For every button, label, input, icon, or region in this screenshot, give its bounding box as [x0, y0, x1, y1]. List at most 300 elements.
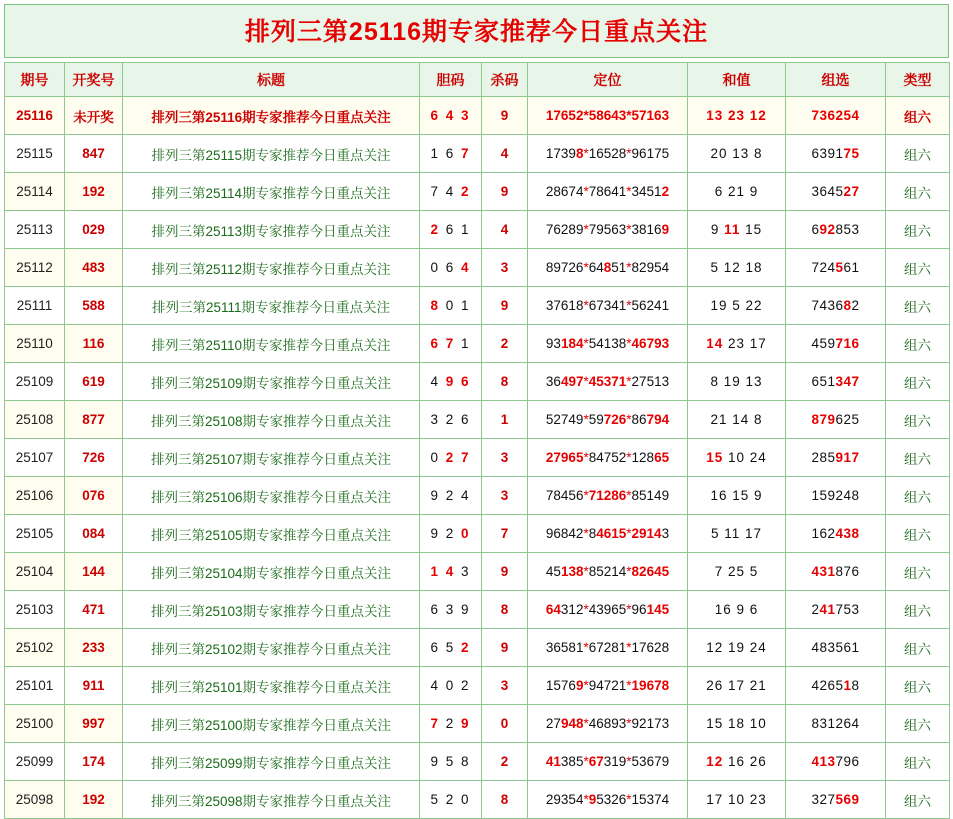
cell-dan-codes — [420, 553, 482, 591]
cell-sum-values — [688, 553, 786, 591]
cell-draw-number: 726 — [65, 439, 123, 477]
separator-star: * — [626, 374, 632, 389]
cell-sha-code: 3 — [482, 477, 528, 515]
plain-digits: 2 — [445, 526, 456, 541]
cell-type: 组六 — [886, 705, 950, 743]
plain-digits: 56241 — [631, 298, 670, 313]
cell-type: 组六 — [886, 515, 950, 553]
table-row[interactable] — [5, 781, 950, 819]
plain-digits: 46893 — [588, 716, 627, 731]
cell-article-title[interactable]: 排列三第25098期专家推荐今日重点关注 — [123, 781, 420, 819]
plain-digits: 6 — [811, 222, 820, 237]
highlight-digits: 6 — [430, 108, 440, 123]
highlight-digits: 12 — [706, 754, 724, 769]
plain-digits: 8 — [754, 412, 763, 427]
plain-digits: 92173 — [631, 716, 670, 731]
cell-article-title[interactable]: 排列三第25101期专家推荐今日重点关注 — [123, 667, 420, 705]
highlight-digits: 7 — [461, 146, 471, 161]
plain-digits: 22 — [745, 298, 763, 313]
plain-digits: 9 — [461, 602, 471, 617]
plain-digits: 79563 — [588, 222, 627, 237]
cell-type: 组六 — [886, 667, 950, 705]
cell-draw-number: 588 — [65, 287, 123, 325]
cell-article-title[interactable]: 排列三第25104期专家推荐今日重点关注 — [123, 553, 420, 591]
cell-sum-values — [688, 439, 786, 477]
highlight-digits: 184 — [560, 336, 584, 351]
plain-digits: 15 — [706, 716, 724, 731]
plain-digits: 16 — [714, 602, 732, 617]
cell-sum-values — [688, 629, 786, 667]
plain-digits: 0 — [445, 678, 456, 693]
plain-digits: 2 — [445, 412, 456, 427]
cell-position-groups — [528, 667, 688, 705]
table-row[interactable] — [5, 743, 950, 781]
plain-digits: 16 — [727, 754, 746, 769]
plain-digits: 15 — [732, 488, 750, 503]
cell-sha-code: 3 — [482, 249, 528, 287]
plain-digits: 21 — [710, 412, 728, 427]
cell-position-groups — [528, 515, 688, 553]
plain-digits: 327 — [811, 792, 836, 807]
cell-position-groups — [528, 211, 688, 249]
column-header-title: 标题 — [123, 63, 420, 97]
cell-article-title[interactable]: 排列三第25108期专家推荐今日重点关注 — [123, 401, 420, 439]
plain-digits: 831264 — [811, 716, 860, 731]
plain-digits: 10 — [727, 450, 746, 465]
plain-digits: 93 — [545, 336, 561, 351]
separator-star: * — [583, 184, 589, 199]
cell-article-title[interactable]: 排列三第25099期专家推荐今日重点关注 — [123, 743, 420, 781]
plain-digits: 625 — [835, 412, 860, 427]
cell-issue: 25115 — [5, 135, 65, 173]
plain-digits: 1 — [461, 336, 471, 351]
table-row[interactable] — [5, 629, 950, 667]
separator-star: * — [626, 526, 632, 541]
plain-digits: 5 — [445, 754, 456, 769]
cell-group-selection — [786, 629, 886, 667]
plain-digits: 18 — [727, 716, 746, 731]
highlight-digits: 716 — [835, 336, 860, 351]
plain-digits: 128 — [631, 450, 655, 465]
plain-digits: 0 — [430, 260, 440, 275]
separator-star: * — [583, 450, 589, 465]
highlight-digits: 23 — [727, 108, 746, 123]
cell-position-groups — [528, 477, 688, 515]
highlight-digits: 9 — [445, 374, 456, 389]
highlight-digits: 1 — [843, 678, 852, 693]
plain-digits: 1739 — [545, 146, 576, 161]
highlight-digits: 4 — [461, 260, 471, 275]
table-row[interactable] — [5, 287, 950, 325]
column-header-zu: 组选 — [786, 63, 886, 97]
separator-star: * — [626, 184, 632, 199]
plain-digits: 21 — [749, 678, 767, 693]
highlight-digits: 8 — [603, 260, 612, 275]
highlight-digits: 7 — [430, 716, 440, 731]
plain-digits: 17 — [727, 678, 746, 693]
highlight-digits: 41 — [545, 754, 561, 769]
cell-article-title[interactable]: 排列三第25113期专家推荐今日重点关注 — [123, 211, 420, 249]
table-row[interactable] — [5, 173, 950, 211]
separator-star: * — [626, 602, 632, 617]
highlight-digits: 14 — [706, 336, 724, 351]
cell-position-groups — [528, 705, 688, 743]
cell-issue: 25099 — [5, 743, 65, 781]
separator-star: * — [583, 716, 589, 731]
table-row[interactable] — [5, 667, 950, 705]
cell-article-title[interactable]: 排列三第25106期专家推荐今日重点关注 — [123, 477, 420, 515]
plain-digits: 12 — [723, 260, 741, 275]
highlight-digits: 7 — [461, 450, 471, 465]
cell-sha-code: 8 — [482, 781, 528, 819]
highlight-digits: 2 — [430, 222, 440, 237]
cell-position-groups — [528, 363, 688, 401]
column-header-type: 类型 — [886, 63, 950, 97]
highlight-digits: 3 — [461, 108, 471, 123]
highlight-digits: 92 — [819, 222, 836, 237]
table-row[interactable] — [5, 401, 950, 439]
cell-issue: 25101 — [5, 667, 65, 705]
highlight-digits: 9 — [661, 222, 670, 237]
cell-draw-number: 192 — [65, 781, 123, 819]
cell-sum-values — [688, 173, 786, 211]
plain-digits: 7 — [430, 184, 440, 199]
plain-digits: 319 — [603, 754, 627, 769]
cell-article-title[interactable]: 排列三第25112期专家推荐今日重点关注 — [123, 249, 420, 287]
plain-digits: 37618 — [545, 298, 584, 313]
highlight-digits: 2 — [661, 184, 670, 199]
cell-sum-values — [688, 515, 786, 553]
highlight-digits: 75 — [843, 146, 860, 161]
plain-digits: 4 — [461, 488, 471, 503]
highlight-digits: 6 — [430, 336, 440, 351]
plain-digits: 162 — [811, 526, 836, 541]
plain-digits: 26 — [749, 754, 767, 769]
plain-digits: 24 — [749, 640, 767, 655]
plain-digits: 4265 — [811, 678, 844, 693]
plain-digits: 2 — [445, 716, 456, 731]
cell-issue: 25111 — [5, 287, 65, 325]
separator-star: * — [583, 754, 589, 769]
cell-draw-number: 471 — [65, 591, 123, 629]
cell-position-groups — [528, 135, 688, 173]
separator-star: * — [583, 678, 589, 693]
plain-digits: 14 — [732, 412, 750, 427]
plain-digits: 8 — [461, 754, 471, 769]
plain-digits: 17628 — [631, 640, 670, 655]
plain-digits: 0 — [461, 792, 471, 807]
plain-digits: 0 — [430, 450, 440, 465]
plain-digits: 6 — [445, 146, 456, 161]
plain-digits: 51 — [611, 260, 627, 275]
separator-star: * — [583, 260, 589, 275]
table-row[interactable] — [5, 553, 950, 591]
cell-group-selection — [786, 211, 886, 249]
cell-issue: 25105 — [5, 515, 65, 553]
cell-position-groups — [528, 173, 688, 211]
plain-digits: 36 — [545, 374, 561, 389]
cell-sha-code: 7 — [482, 515, 528, 553]
cell-position-groups — [528, 629, 688, 667]
plain-digits: 78456 — [545, 488, 584, 503]
plain-digits: 7436 — [811, 298, 844, 313]
plain-digits: 9 — [430, 754, 440, 769]
highlight-digits: 9 — [461, 716, 471, 731]
cell-issue: 25110 — [5, 325, 65, 363]
plain-digits: 724 — [811, 260, 836, 275]
cell-article-title[interactable]: 排列三第25110期专家推荐今日重点关注 — [123, 325, 420, 363]
plain-digits: 6 — [430, 640, 440, 655]
highlight-digits: 1 — [430, 564, 440, 579]
table-row[interactable] — [5, 439, 950, 477]
plain-digits: 89726 — [545, 260, 584, 275]
separator-star: * — [626, 564, 632, 579]
cell-article-title[interactable]: 排列三第25100期专家推荐今日重点关注 — [123, 705, 420, 743]
plain-digits: 285 — [811, 450, 836, 465]
cell-article-title[interactable]: 排列三第25107期专家推荐今日重点关注 — [123, 439, 420, 477]
cell-sum-values — [688, 363, 786, 401]
cell-draw-number: 029 — [65, 211, 123, 249]
cell-type: 组六 — [886, 287, 950, 325]
separator-star: * — [583, 336, 589, 351]
highlight-digits: 145 — [646, 602, 670, 617]
highlight-digits: 19678 — [631, 678, 670, 693]
plain-digits: 1 — [430, 146, 440, 161]
separator-star: * — [626, 146, 632, 161]
table-row[interactable] — [5, 97, 950, 135]
cell-draw-number: 084 — [65, 515, 123, 553]
cell-article-title[interactable]: 排列三第25115期专家推荐今日重点关注 — [123, 135, 420, 173]
highlight-digits: 347 — [835, 374, 860, 389]
cell-group-selection — [786, 591, 886, 629]
plain-digits: 385 — [560, 754, 584, 769]
cell-sum-values — [688, 591, 786, 629]
plain-digits: 86 — [631, 412, 647, 427]
highlight-digits: 41 — [819, 602, 836, 617]
cell-draw-number: 144 — [65, 553, 123, 591]
plain-digits: 312 — [560, 602, 584, 617]
cell-article-title[interactable]: 排列三第25102期专家推荐今日重点关注 — [123, 629, 420, 667]
plain-digits: 3 — [661, 526, 670, 541]
cell-type: 组六 — [886, 173, 950, 211]
separator-star: * — [583, 222, 589, 237]
highlight-digits: 8 — [575, 146, 584, 161]
plain-digits: 24 — [749, 450, 767, 465]
table-row[interactable] — [5, 363, 950, 401]
cell-draw-number: 997 — [65, 705, 123, 743]
highlight-digits: 726 — [603, 412, 627, 427]
highlight-digits: 497 — [560, 374, 584, 389]
cell-issue: 25108 — [5, 401, 65, 439]
plain-digits: 54138 — [588, 336, 627, 351]
plain-digits: 12 — [706, 640, 724, 655]
cell-dan-codes — [420, 135, 482, 173]
plain-digits: 5 — [710, 260, 719, 275]
cell-issue: 25102 — [5, 629, 65, 667]
cell-article-title[interactable]: 排列三第25111期专家推荐今日重点关注 — [123, 287, 420, 325]
cell-group-selection — [786, 401, 886, 439]
cell-draw-number: 877 — [65, 401, 123, 439]
cell-group-selection — [786, 249, 886, 287]
plain-digits: 8 — [851, 678, 860, 693]
plain-digits: 6 — [445, 222, 456, 237]
cell-dan-codes — [420, 97, 482, 135]
plain-digits: 85149 — [631, 488, 670, 503]
plain-digits: 4 — [430, 374, 440, 389]
cell-draw-number: 116 — [65, 325, 123, 363]
separator-star: * — [583, 640, 589, 655]
separator-star: * — [626, 108, 632, 123]
plain-digits: 2 — [851, 298, 860, 313]
cell-sha-code: 9 — [482, 629, 528, 667]
separator-star: * — [626, 678, 632, 693]
table-row[interactable] — [5, 515, 950, 553]
highlight-digits: 13 — [706, 108, 724, 123]
cell-position-groups — [528, 439, 688, 477]
separator-star: * — [626, 450, 632, 465]
table-row[interactable] — [5, 211, 950, 249]
highlight-digits: 413 — [811, 754, 836, 769]
cell-dan-codes — [420, 401, 482, 439]
cell-article-title[interactable]: 排列三第25114期专家推荐今日重点关注 — [123, 173, 420, 211]
plain-digits: 5 — [749, 564, 759, 579]
separator-star: * — [583, 602, 589, 617]
plain-digits: 94721 — [588, 678, 627, 693]
separator-star: * — [583, 298, 589, 313]
cell-type: 组六 — [886, 135, 950, 173]
plain-digits: 27513 — [631, 374, 670, 389]
cell-group-selection — [786, 135, 886, 173]
highlight-digits: 948 — [560, 716, 584, 731]
cell-draw-number: 192 — [65, 173, 123, 211]
plain-digits: 9 — [749, 184, 759, 199]
highlight-digits: 917 — [835, 450, 860, 465]
plain-digits: 17 — [706, 792, 724, 807]
cell-group-selection — [786, 173, 886, 211]
plain-digits: 13 — [745, 374, 763, 389]
cell-article-title[interactable]: 排列三第25116期专家推荐今日重点关注 — [123, 97, 420, 135]
plain-digits: 2 — [445, 488, 456, 503]
cell-article-title[interactable]: 排列三第25103期专家推荐今日重点关注 — [123, 591, 420, 629]
cell-sum-values — [688, 401, 786, 439]
cell-sha-code: 9 — [482, 97, 528, 135]
table-row[interactable] — [5, 135, 950, 173]
plain-digits: 159248 — [811, 488, 860, 503]
highlight-digits: 15 — [706, 450, 724, 465]
cell-type: 组六 — [886, 97, 950, 135]
cell-position-groups — [528, 97, 688, 135]
table-row[interactable] — [5, 249, 950, 287]
cell-position-groups — [528, 249, 688, 287]
cell-sum-values — [688, 97, 786, 135]
cell-type: 组六 — [886, 401, 950, 439]
plain-digits: 753 — [835, 602, 860, 617]
plain-digits: 3645 — [811, 184, 844, 199]
cell-article-title[interactable]: 排列三第25105期专家推荐今日重点关注 — [123, 515, 420, 553]
plain-digits: 1 — [461, 298, 471, 313]
cell-sum-values — [688, 249, 786, 287]
cell-issue: 25103 — [5, 591, 65, 629]
table-body — [5, 97, 950, 819]
cell-article-title[interactable]: 排列三第25109期专家推荐今日重点关注 — [123, 363, 420, 401]
separator-star: * — [626, 640, 632, 655]
plain-digits: 4 — [445, 184, 456, 199]
cell-dan-codes — [420, 211, 482, 249]
cell-type: 组六 — [886, 743, 950, 781]
column-header-draw: 开奖号 — [65, 63, 123, 97]
plain-digits: 6 — [461, 412, 471, 427]
highlight-digits: 9 — [588, 792, 597, 807]
highlight-digits: 11 — [724, 222, 741, 237]
plain-digits: 29354 — [545, 792, 584, 807]
plain-digits: 9 — [710, 222, 720, 237]
plain-digits: 21 — [727, 184, 746, 199]
highlight-digits: 2 — [445, 450, 456, 465]
highlight-digits: 64 — [545, 602, 561, 617]
highlight-digits: 4615 — [596, 526, 627, 541]
plain-digits: 13 — [732, 146, 750, 161]
cell-issue: 25098 — [5, 781, 65, 819]
plain-digits: 61 — [843, 260, 860, 275]
cell-group-selection — [786, 363, 886, 401]
plain-digits: 5326 — [596, 792, 627, 807]
cell-group-selection — [786, 439, 886, 477]
cell-draw-number: 076 — [65, 477, 123, 515]
separator-star: * — [626, 222, 632, 237]
cell-type: 组六 — [886, 591, 950, 629]
table-row[interactable] — [5, 325, 950, 363]
highlight-digits: 5 — [835, 260, 844, 275]
table-row[interactable] — [5, 477, 950, 515]
plain-digits: 6 — [714, 184, 724, 199]
highlight-digits: 58643 — [588, 108, 627, 123]
cell-sum-values — [688, 743, 786, 781]
plain-digits: 96 — [631, 602, 647, 617]
plain-digits: 96842 — [545, 526, 584, 541]
cell-group-selection — [786, 705, 886, 743]
cell-type: 组六 — [886, 211, 950, 249]
cell-sha-code: 3 — [482, 439, 528, 477]
plain-digits: 45 — [545, 564, 561, 579]
highlight-digits: 879 — [811, 412, 836, 427]
cell-sum-values — [688, 667, 786, 705]
cell-type: 组六 — [886, 629, 950, 667]
plain-digits: 17 — [749, 336, 767, 351]
cell-sha-code: 4 — [482, 135, 528, 173]
plain-digits: 19 — [710, 298, 728, 313]
plain-digits: 78641 — [588, 184, 627, 199]
highlight-digits: 8 — [843, 298, 852, 313]
cell-type: 组六 — [886, 781, 950, 819]
separator-star: * — [626, 488, 632, 503]
plain-digits: 9 — [736, 602, 746, 617]
highlight-digits: 431 — [811, 564, 836, 579]
cell-sum-values — [688, 325, 786, 363]
plain-digits: 20 — [710, 146, 728, 161]
cell-sum-values — [688, 477, 786, 515]
cell-dan-codes — [420, 363, 482, 401]
table-row[interactable] — [5, 591, 950, 629]
cell-draw-number: 619 — [65, 363, 123, 401]
plain-digits: 25 — [727, 564, 746, 579]
cell-issue: 25116 — [5, 97, 65, 135]
table-row[interactable] — [5, 705, 950, 743]
plain-digits: 853 — [835, 222, 860, 237]
plain-digits: 3 — [430, 412, 440, 427]
cell-sha-code: 8 — [482, 591, 528, 629]
highlight-digits: 736254 — [811, 108, 860, 123]
plain-digits: 8 — [588, 526, 597, 541]
